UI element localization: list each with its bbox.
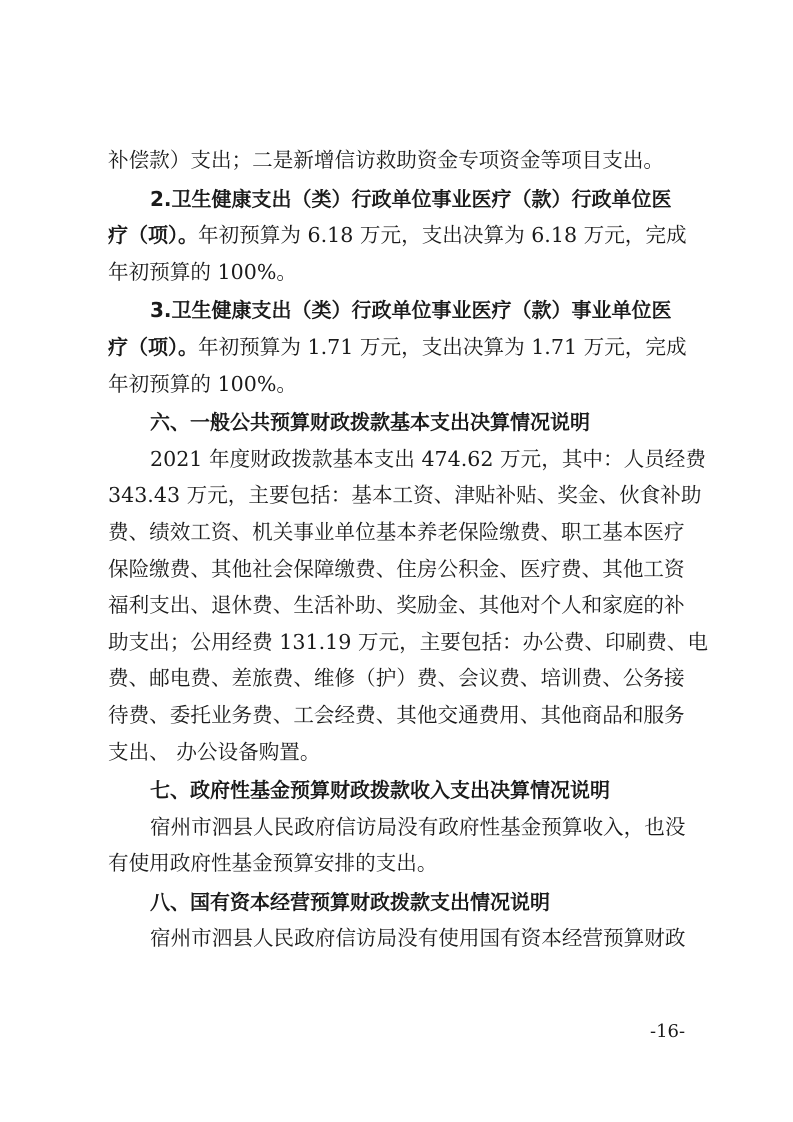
paragraph-line: 保险缴费、其他社会保障缴费、住房公积金、医疗费、其他工资 [108, 556, 685, 581]
paragraph-line: 宿州市泗县人民政府信访局没有政府性基金预算收入，也没 [150, 814, 686, 839]
paragraph-line: 年初预算的 100%。 [108, 259, 297, 284]
paragraph-line: 待费、委托业务费、工会经费、其他交通费用、其他商品和服务 [108, 702, 685, 727]
paragraph-line: 福利支出、退休费、生活补助、奖励金、其他对个人和家庭的补 [108, 593, 685, 618]
paragraph-line: 补偿款）支出；二是新增信访救助资金专项资金等项目支出。 [108, 148, 665, 172]
paragraph-line: 宿州市泗县人民政府信访局没有使用国有资本经营预算财政 [150, 926, 686, 951]
subsection-heading-line [108, 181, 693, 218]
paragraph-line: 343.43 万元，主要包括：基本工资、津贴补贴、奖金、伙食补助 [108, 483, 702, 508]
paragraph-line [108, 329, 693, 366]
section-heading: 七、政府性基金预算财政拨款收入支出决算情况说明 [150, 778, 610, 803]
document-body [108, 142, 708, 957]
subsection-heading-line [108, 292, 693, 329]
subsection-title: 2.卫生健康支出（类）行政单位事业医疗（款）行政单位医 [150, 186, 672, 211]
paragraph-line: 费、邮电费、差旅费、维修（护）费、会议费、培训费、公务接 [108, 666, 685, 691]
subsection-title: 疗（项）。 [108, 334, 198, 359]
paragraph-text: 年初预算为 6.18 万元，支出决算为 6.18 万元，完成 [198, 223, 687, 248]
paragraph-line: 费、绩效工资、机关事业单位基本养老保险缴费、职工基本医疗 [108, 519, 685, 544]
section-heading: 八、国有资本经营预算财政拨款支出情况说明 [150, 889, 550, 914]
page-number: -16- [650, 1021, 686, 1042]
paragraph-line: 助支出；公用经费 131.19 万元，主要包括：办公费、印刷费、电 [108, 629, 708, 654]
paragraph-line [108, 217, 693, 254]
paragraph-text: 年初预算为 1.71 万元，支出决算为 1.71 万元，完成 [198, 334, 687, 359]
section-heading: 六、一般公共预算财政拨款基本支出决算情况说明 [150, 410, 590, 435]
paragraph-line: 有使用政府性基金预算安排的支出。 [108, 851, 438, 876]
paragraph-line: 2021 年度财政拨款基本支出 474.62 万元，其中：人员经费 [150, 446, 706, 471]
subsection-title: 3.卫生健康支出（类）行政单位事业医疗（款）事业单位医 [150, 298, 672, 323]
paragraph-line: 支出、 办公设备购置。 [108, 739, 321, 764]
subsection-title: 疗（项）。 [108, 223, 198, 248]
paragraph-line: 年初预算的 100%。 [108, 371, 297, 396]
